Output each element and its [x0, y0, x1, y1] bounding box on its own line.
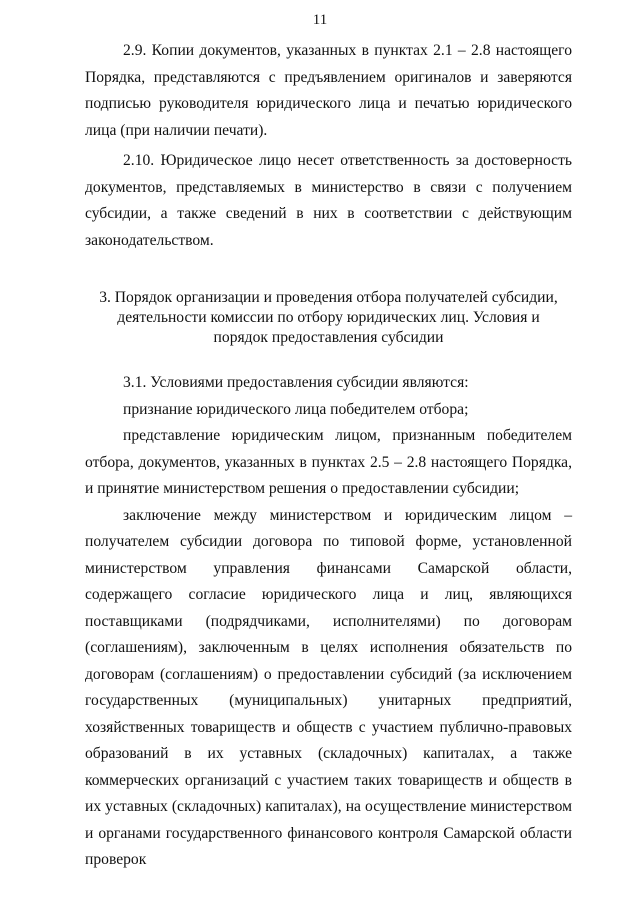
paragraph-3-1: 3.1. Условиями предоставления субсидии являются:: [123, 374, 469, 391]
section-3-heading: 3. Порядок организации и проведения отбора получателей субсидии, деятельности комиссии по отбору юридических лиц. Условия и порядок предоставления субсидии: [99, 289, 558, 346]
condition-agreement: заключение между министерством и юридическим лицом – получателем субсидии договора по типовой форме, установленной министерством управления финансами Самарской области, содержащего согласие юридического лица и лиц, являющихся поставщиками (подрядчиками, исполнителями) по договорам (соглашениям), заключенным в целях исполнения обязательств по договорам (соглашениям) о предоставлении субсидий (за исключением государственных (муниципальных) унитарных предприятий, хозяйственных товариществ и обществ с участием публично-правовых образований в их уставных (складочных) капиталах, а также коммерческих организаций с участием таких товариществ и обществ в их уставных (складочных) капиталах), на осуществление министерством и органами государственного финансового контроля Самарской области проверок: [85, 506, 572, 868]
document-body: [85, 38, 572, 874]
page-number: 11: [312, 12, 328, 28]
paragraph-2-9: 2.9. Копии документов, указанных в пунктах 2.1 – 2.8 настоящего Порядка, представляются с предъявлением оригиналов и заверяются подписью руководителя юридического лица и печатью юридического лица (при наличии печати).: [85, 42, 572, 139]
paragraph-2-10: 2.10. Юридическое лицо несет ответственность за достоверность документов, представляемых в министерство в связи с получением субсидии, а также сведений в них в соответствии с действующим законодательством.: [85, 152, 572, 249]
condition-winner: признание юридического лица победителем отбора;: [123, 400, 469, 418]
condition-documents: представление юридическим лицом, признанным победителем отбора, документов, указанных в пунктах 2.5 – 2.8 настоящего Порядка, и принятие министерством решения о предоставлении субсидии;: [85, 427, 572, 497]
